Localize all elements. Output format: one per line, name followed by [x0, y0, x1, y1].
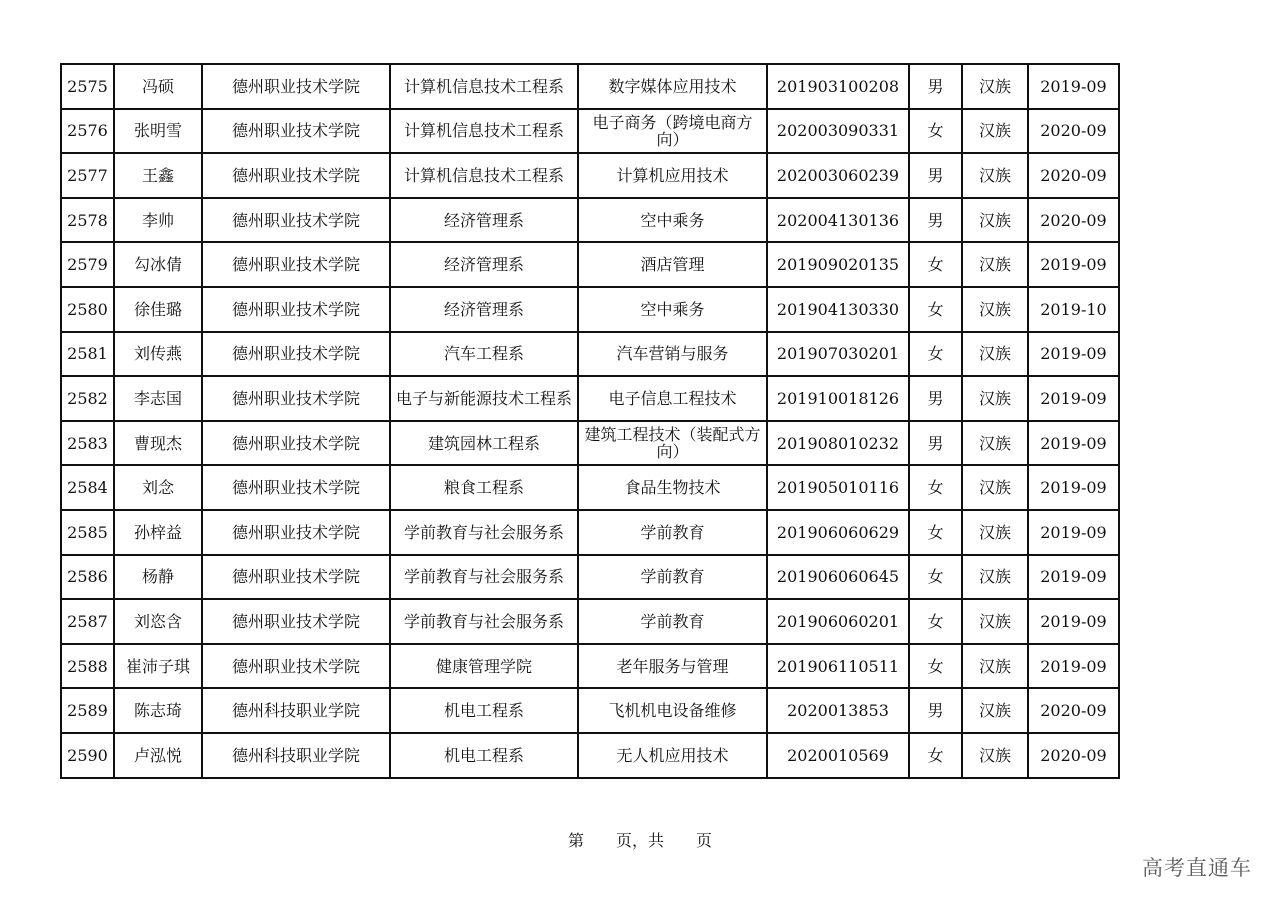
cell-major: 飞机机电设备维修 [578, 688, 767, 733]
cell-name: 冯硕 [114, 64, 202, 109]
cell-name: 刘恣含 [114, 599, 202, 644]
cell-student-id: 201904130330 [767, 287, 909, 332]
cell-number: 2584 [61, 465, 114, 510]
cell-number: 2590 [61, 733, 114, 778]
cell-gender: 女 [909, 109, 962, 154]
cell-major: 建筑工程技术（装配式方向） [578, 421, 767, 466]
table-row [61, 242, 1119, 287]
cell-number: 2579 [61, 242, 114, 287]
cell-gender: 女 [909, 644, 962, 689]
cell-name: 曹现杰 [114, 421, 202, 466]
cell-ethnicity: 汉族 [962, 376, 1028, 421]
cell-enrollment-date: 2019-09 [1028, 510, 1119, 555]
cell-student-id: 201907030201 [767, 332, 909, 377]
page-footer: 第 页，共 页 [567, 831, 712, 850]
cell-student-id: 201906060201 [767, 599, 909, 644]
table-row [61, 332, 1119, 377]
cell-school: 德州职业技术学院 [202, 376, 390, 421]
cell-major: 学前教育 [578, 555, 767, 600]
cell-student-id: 2020010569 [767, 733, 909, 778]
cell-major: 老年服务与管理 [578, 644, 767, 689]
cell-number: 2575 [61, 64, 114, 109]
cell-gender: 女 [909, 332, 962, 377]
cell-enrollment-date: 2019-09 [1028, 644, 1119, 689]
cell-number: 2589 [61, 688, 114, 733]
table-row [61, 465, 1119, 510]
cell-student-id: 201906060629 [767, 510, 909, 555]
cell-major: 学前教育 [578, 599, 767, 644]
cell-school: 德州职业技术学院 [202, 555, 390, 600]
cell-name: 李志国 [114, 376, 202, 421]
cell-department: 健康管理学院 [390, 644, 578, 689]
cell-number: 2587 [61, 599, 114, 644]
cell-enrollment-date: 2019-09 [1028, 332, 1119, 377]
cell-gender: 女 [909, 510, 962, 555]
cell-number: 2576 [61, 109, 114, 154]
cell-department: 计算机信息技术工程系 [390, 109, 578, 154]
cell-enrollment-date: 2019-09 [1028, 555, 1119, 600]
cell-name: 崔沛子琪 [114, 644, 202, 689]
cell-student-id: 201905010116 [767, 465, 909, 510]
cell-department: 建筑园林工程系 [390, 421, 578, 466]
cell-school: 德州职业技术学院 [202, 421, 390, 466]
cell-number: 2580 [61, 287, 114, 332]
cell-major: 空中乘务 [578, 287, 767, 332]
cell-student-id: 2020013853 [767, 688, 909, 733]
cell-department: 粮食工程系 [390, 465, 578, 510]
cell-student-id: 202004130136 [767, 198, 909, 243]
cell-department: 计算机信息技术工程系 [390, 64, 578, 109]
table-row [61, 198, 1119, 243]
cell-gender: 女 [909, 465, 962, 510]
cell-school: 德州职业技术学院 [202, 599, 390, 644]
cell-gender: 男 [909, 64, 962, 109]
cell-ethnicity: 汉族 [962, 332, 1028, 377]
cell-school: 德州职业技术学院 [202, 644, 390, 689]
cell-ethnicity: 汉族 [962, 109, 1028, 154]
cell-major: 汽车营销与服务 [578, 332, 767, 377]
cell-school: 德州职业技术学院 [202, 242, 390, 287]
cell-major: 学前教育 [578, 510, 767, 555]
roster-body [61, 64, 1119, 778]
cell-ethnicity: 汉族 [962, 733, 1028, 778]
cell-gender: 男 [909, 198, 962, 243]
cell-student-id: 201908010232 [767, 421, 909, 466]
cell-gender: 男 [909, 688, 962, 733]
cell-major: 电子信息工程技术 [578, 376, 767, 421]
cell-school: 德州科技职业学院 [202, 733, 390, 778]
cell-enrollment-date: 2020-09 [1028, 153, 1119, 198]
cell-ethnicity: 汉族 [962, 64, 1028, 109]
student-roster-table [60, 63, 1120, 779]
cell-number: 2583 [61, 421, 114, 466]
cell-number: 2578 [61, 198, 114, 243]
cell-enrollment-date: 2019-09 [1028, 465, 1119, 510]
cell-name: 王鑫 [114, 153, 202, 198]
cell-major: 空中乘务 [578, 198, 767, 243]
cell-ethnicity: 汉族 [962, 465, 1028, 510]
cell-gender: 女 [909, 287, 962, 332]
cell-school: 德州科技职业学院 [202, 688, 390, 733]
table-row [61, 287, 1119, 332]
cell-department: 经济管理系 [390, 287, 578, 332]
table-row [61, 555, 1119, 600]
cell-school: 德州职业技术学院 [202, 153, 390, 198]
cell-department: 经济管理系 [390, 242, 578, 287]
cell-department: 经济管理系 [390, 198, 578, 243]
cell-major: 无人机应用技术 [578, 733, 767, 778]
cell-school: 德州职业技术学院 [202, 332, 390, 377]
cell-department: 机电工程系 [390, 688, 578, 733]
cell-gender: 男 [909, 153, 962, 198]
cell-number: 2585 [61, 510, 114, 555]
cell-enrollment-date: 2020-09 [1028, 688, 1119, 733]
cell-enrollment-date: 2020-09 [1028, 109, 1119, 154]
cell-enrollment-date: 2020-09 [1028, 198, 1119, 243]
table-row [61, 64, 1119, 109]
cell-major: 数字媒体应用技术 [578, 64, 767, 109]
cell-gender: 女 [909, 599, 962, 644]
cell-student-id: 201910018126 [767, 376, 909, 421]
cell-student-id: 201909020135 [767, 242, 909, 287]
cell-name: 杨静 [114, 555, 202, 600]
cell-gender: 女 [909, 242, 962, 287]
cell-number: 2586 [61, 555, 114, 600]
cell-school: 德州职业技术学院 [202, 198, 390, 243]
table-row [61, 644, 1119, 689]
cell-department: 学前教育与社会服务系 [390, 510, 578, 555]
cell-ethnicity: 汉族 [962, 688, 1028, 733]
cell-ethnicity: 汉族 [962, 242, 1028, 287]
cell-name: 孙梓益 [114, 510, 202, 555]
cell-major: 电子商务（跨境电商方向） [578, 109, 767, 154]
cell-student-id: 201906060645 [767, 555, 909, 600]
cell-school: 德州职业技术学院 [202, 64, 390, 109]
table-row [61, 510, 1119, 555]
cell-enrollment-date: 2019-09 [1028, 599, 1119, 644]
cell-ethnicity: 汉族 [962, 644, 1028, 689]
cell-name: 徐佳璐 [114, 287, 202, 332]
cell-gender: 男 [909, 421, 962, 466]
cell-ethnicity: 汉族 [962, 421, 1028, 466]
cell-enrollment-date: 2019-09 [1028, 376, 1119, 421]
cell-department: 电子与新能源技术工程系 [390, 376, 578, 421]
table-row [61, 599, 1119, 644]
cell-ethnicity: 汉族 [962, 153, 1028, 198]
cell-ethnicity: 汉族 [962, 599, 1028, 644]
cell-department: 汽车工程系 [390, 332, 578, 377]
cell-number: 2588 [61, 644, 114, 689]
cell-student-id: 202003060239 [767, 153, 909, 198]
cell-name: 刘念 [114, 465, 202, 510]
cell-name: 陈志琦 [114, 688, 202, 733]
watermark-logo-text: 高考直通车 [1142, 856, 1252, 880]
cell-name: 刘传燕 [114, 332, 202, 377]
cell-enrollment-date: 2019-09 [1028, 64, 1119, 109]
cell-student-id: 201903100208 [767, 64, 909, 109]
cell-major: 计算机应用技术 [578, 153, 767, 198]
cell-ethnicity: 汉族 [962, 198, 1028, 243]
cell-major: 酒店管理 [578, 242, 767, 287]
cell-number: 2581 [61, 332, 114, 377]
table-row [61, 376, 1119, 421]
cell-enrollment-date: 2020-09 [1028, 733, 1119, 778]
cell-major: 食品生物技术 [578, 465, 767, 510]
cell-enrollment-date: 2019-10 [1028, 287, 1119, 332]
table-row [61, 421, 1119, 466]
table-row [61, 688, 1119, 733]
cell-school: 德州职业技术学院 [202, 465, 390, 510]
table-row [61, 153, 1119, 198]
cell-department: 计算机信息技术工程系 [390, 153, 578, 198]
cell-ethnicity: 汉族 [962, 510, 1028, 555]
cell-department: 机电工程系 [390, 733, 578, 778]
cell-gender: 女 [909, 733, 962, 778]
cell-gender: 男 [909, 376, 962, 421]
table-row [61, 109, 1119, 154]
cell-gender: 女 [909, 555, 962, 600]
cell-student-id: 201906110511 [767, 644, 909, 689]
cell-ethnicity: 汉族 [962, 555, 1028, 600]
cell-name: 卢泓悦 [114, 733, 202, 778]
cell-department: 学前教育与社会服务系 [390, 555, 578, 600]
table-row [61, 733, 1119, 778]
cell-ethnicity: 汉族 [962, 287, 1028, 332]
cell-school: 德州职业技术学院 [202, 510, 390, 555]
cell-enrollment-date: 2019-09 [1028, 421, 1119, 466]
cell-number: 2577 [61, 153, 114, 198]
cell-number: 2582 [61, 376, 114, 421]
cell-department: 学前教育与社会服务系 [390, 599, 578, 644]
cell-school: 德州职业技术学院 [202, 109, 390, 154]
cell-school: 德州职业技术学院 [202, 287, 390, 332]
cell-name: 李帅 [114, 198, 202, 243]
cell-enrollment-date: 2019-09 [1028, 242, 1119, 287]
cell-name: 勾冰倩 [114, 242, 202, 287]
cell-student-id: 202003090331 [767, 109, 909, 154]
cell-name: 张明雪 [114, 109, 202, 154]
